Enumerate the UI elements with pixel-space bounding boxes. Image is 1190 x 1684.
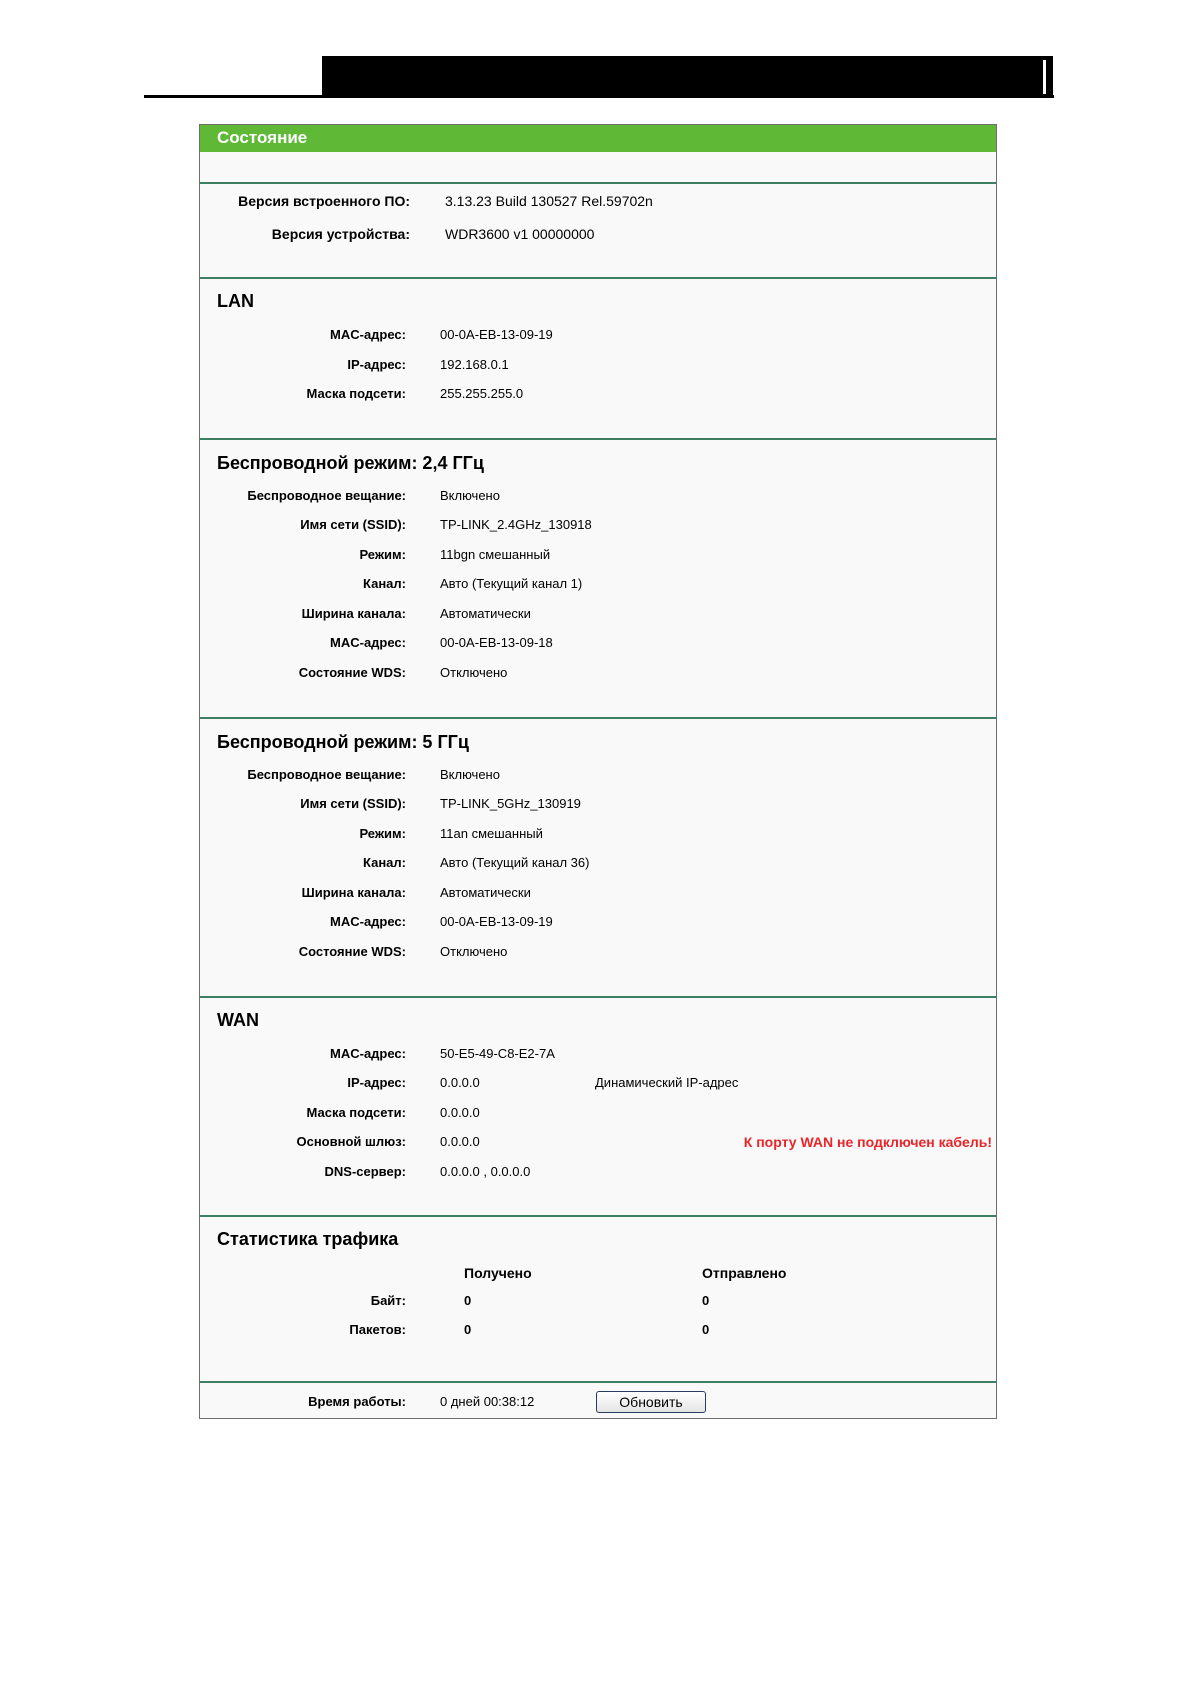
traffic-packets-received: 0: [464, 1322, 472, 1337]
wifi24-broadcast-label: Беспроводное вещание:: [247, 488, 406, 503]
wan-gateway-value: 0.0.0.0: [440, 1134, 480, 1149]
wifi5-wds-label: Состояние WDS:: [298, 944, 406, 959]
wifi24-mac-label: MAC-адрес:: [330, 635, 406, 650]
uptime-label: Время работы:: [308, 1394, 406, 1409]
wan-section-title: WAN: [217, 1010, 259, 1030]
lan-mask-label: Маска подсети:: [306, 386, 406, 401]
wifi5-broadcast-label: Беспроводное вещание:: [247, 767, 406, 782]
wifi24-channel-label: Канал:: [363, 576, 406, 591]
wifi24-channel-value: Авто (Текущий канал 1): [440, 576, 583, 591]
wan-cable-warning: К порту WAN не подключен кабель!: [743, 1134, 992, 1150]
separator: [200, 996, 996, 998]
wifi24-ssid-value: TP-LINK_2.4GHz_130918: [440, 517, 592, 532]
lan-mac-value: 00-0A-EB-13-09-19: [440, 327, 553, 342]
uptime-value: 0 дней 00:38:12: [440, 1394, 535, 1409]
lan-mask-value: 255.255.255.0: [440, 386, 524, 401]
firmware-value: 3.13.23 Build 130527 Rel.59702n: [445, 193, 653, 209]
wifi24-wds-value: Отключено: [440, 665, 508, 680]
wan-ip-label: IP-адрес:: [347, 1075, 406, 1090]
traffic-packets-label: Пакетов:: [349, 1322, 406, 1337]
wifi24-wds-label: Состояние WDS:: [298, 665, 406, 680]
traffic-sent-header: Отправлено: [702, 1265, 787, 1281]
wifi24-mode-label: Режим:: [359, 547, 406, 562]
lan-section-title: LAN: [217, 291, 254, 311]
refresh-button[interactable]: Обновить: [596, 1391, 706, 1413]
traffic-bytes-label: Байт:: [370, 1293, 406, 1308]
wifi5-mac-value: 00-0A-EB-13-09-19: [440, 914, 553, 929]
lan-ip-label: IP-адрес:: [347, 357, 406, 372]
separator: [200, 277, 996, 279]
wan-mac-value: 50-E5-49-C8-E2-7A: [440, 1046, 555, 1061]
traffic-bytes-sent: 0: [702, 1293, 710, 1308]
wifi5-channel-value: Авто (Текущий канал 36): [440, 855, 590, 870]
traffic-bytes-received: 0: [464, 1293, 472, 1308]
wifi24-mac-value: 00-0A-EB-13-09-18: [440, 635, 553, 650]
firmware-label: Версия встроенного ПО:: [238, 193, 410, 209]
wifi5-mac-label: MAC-адрес:: [330, 914, 406, 929]
wan-ip-value: 0.0.0.0: [440, 1075, 480, 1090]
wan-mac-label: MAC-адрес:: [330, 1046, 406, 1061]
panel-title-bar: [200, 125, 996, 152]
status-panel: [199, 124, 997, 1419]
separator: [200, 438, 996, 440]
separator: [200, 182, 996, 184]
separator: [200, 717, 996, 719]
wifi5-ssid-label: Имя сети (SSID):: [300, 796, 406, 811]
wifi5-wds-value: Отключено: [440, 944, 508, 959]
wifi24-broadcast-value: Включено: [440, 488, 500, 503]
wan-dns-value: 0.0.0.0 , 0.0.0.0: [440, 1164, 531, 1179]
wifi5-mode-value: 11an смешанный: [440, 826, 543, 841]
lan-ip-value: 192.168.0.1: [440, 357, 509, 372]
wifi24-mode-value: 11bgn смешанный: [440, 547, 551, 562]
wan-dns-label: DNS-сервер:: [324, 1164, 406, 1179]
wifi24-section-title: Беспроводной режим: 2,4 ГГц: [217, 453, 484, 473]
wifi24-width-value: Автоматически: [440, 606, 531, 621]
traffic-received-header: Получено: [464, 1265, 532, 1281]
wifi5-width-value: Автоматически: [440, 885, 531, 900]
wan-mask-value: 0.0.0.0: [440, 1105, 480, 1120]
wifi5-ssid-value: TP-LINK_5GHz_130919: [440, 796, 581, 811]
wan-connection-type: Динамический IP-адрес: [595, 1075, 739, 1090]
traffic-section-title: Статистика трафика: [217, 1229, 399, 1249]
hardware-value: WDR3600 v1 00000000: [445, 226, 595, 242]
wifi5-mode-label: Режим:: [359, 826, 406, 841]
header-rule: [144, 95, 1054, 98]
wifi5-section-title: Беспроводной режим: 5 ГГц: [217, 732, 469, 752]
traffic-packets-sent: 0: [702, 1322, 710, 1337]
wan-mask-label: Маска подсети:: [306, 1105, 406, 1120]
separator: [200, 1215, 996, 1217]
hardware-label: Версия устройства:: [271, 226, 410, 242]
wifi5-broadcast-value: Включено: [440, 767, 500, 782]
lan-mac-label: MAC-адрес:: [330, 327, 406, 342]
wifi24-width-label: Ширина канала:: [301, 606, 406, 621]
wan-gateway-label: Основной шлюз:: [296, 1134, 406, 1149]
wifi5-width-label: Ширина канала:: [301, 885, 406, 900]
header-bar-tick: [1043, 60, 1046, 94]
wifi24-ssid-label: Имя сети (SSID):: [300, 517, 406, 532]
panel-title: Состояние: [217, 128, 308, 147]
separator: [200, 1381, 996, 1383]
document-header-bar: [322, 56, 1053, 98]
wifi5-channel-label: Канал:: [363, 855, 406, 870]
